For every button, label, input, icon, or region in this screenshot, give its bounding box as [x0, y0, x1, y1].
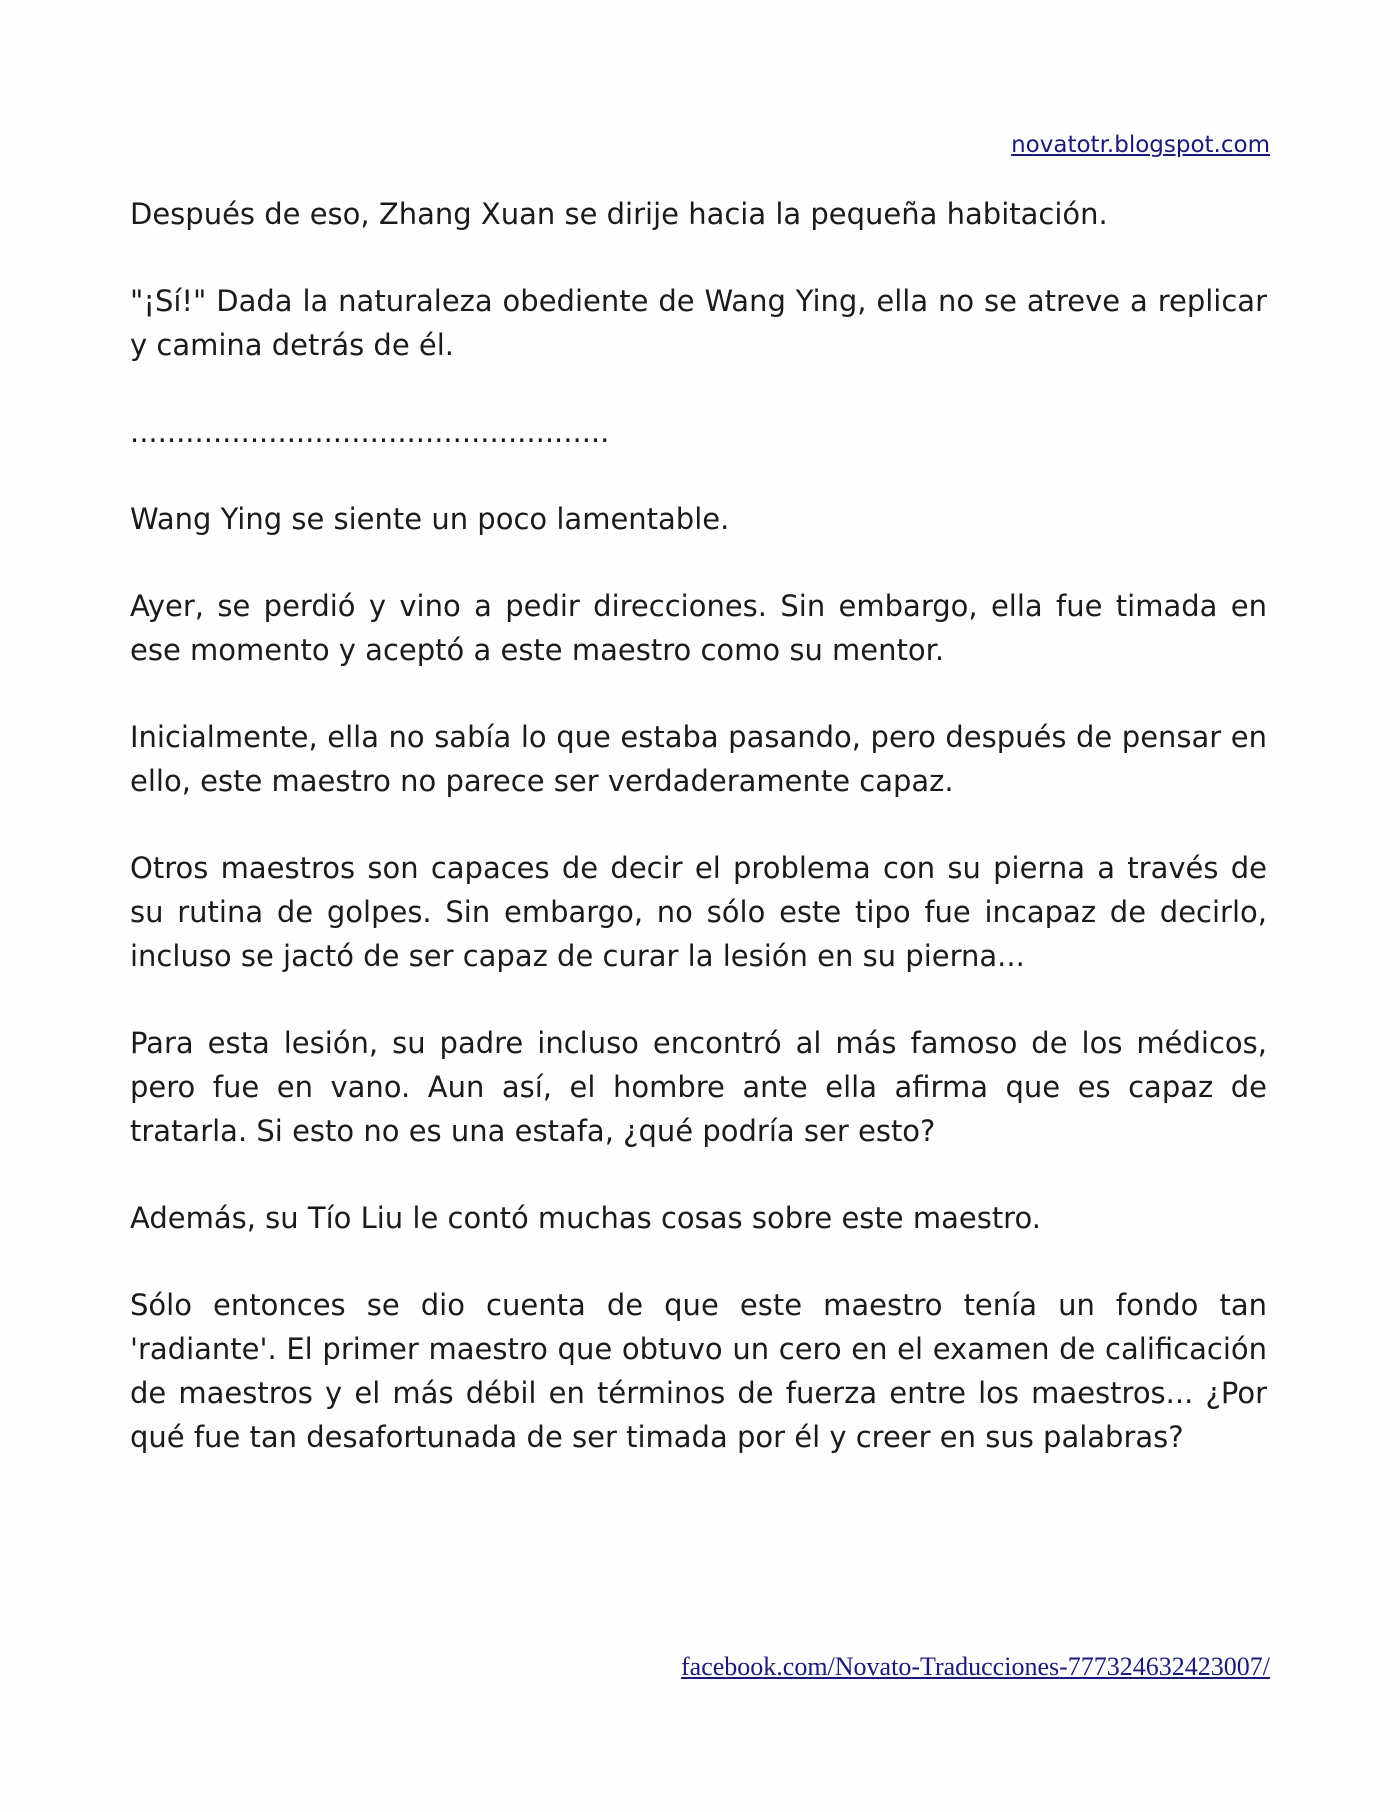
scene-separator: .................................................... [130, 415, 610, 449]
chapter-text [130, 192, 1267, 1502]
paragraph: Sólo entonces se dio cuenta de que este maestro tenía un fondo tan 'radiante'. El primer maestro que obtuvo un cero en el examen de calificación de maestros y el más débil en términos de fuerza entre los maestros... ¿Por qué fue tan desafortunada de ser timada por él y creer en sus palabras? [130, 1288, 1267, 1454]
paragraph: Después de eso, Zhang Xuan se dirije hacia la pequeña habitación. [130, 197, 1108, 231]
paragraph: "¡Sí!" Dada la naturaleza obediente de Wang Ying, ella no se atreve a replicar y camina detrás de él. [130, 284, 1267, 362]
paragraph: Ayer, se perdió y vino a pedir direcciones. Sin embargo, ella fue timada en ese momento y aceptó a este maestro como su mentor. [130, 589, 1267, 667]
paragraph: Wang Ying se siente un poco lamentable. [130, 502, 730, 536]
facebook-link[interactable]: facebook.com/Novato-Traducciones-777324632423007/ [681, 1652, 1270, 1681]
paragraph: Otros maestros son capaces de decir el problema con su pierna a través de su rutina de golpes. Sin embargo, no sólo este tipo fue incapaz de decirlo, incluso se jactó de ser capaz de curar la lesión en su pierna... [130, 851, 1267, 973]
paragraph: Para esta lesión, su padre incluso encontró al más famoso de los médicos, pero fue en vano. Aun así, el hombre ante ella afirma que es capaz de tratarla. Si esto no es una estafa, ¿qué podría ser esto? [130, 1026, 1267, 1148]
blog-link[interactable]: novatotr.blogspot.com [1011, 132, 1270, 158]
paragraph: Inicialmente, ella no sabía lo que estaba pasando, pero después de pensar en ello, este maestro no parece ser verdaderamente capaz. [130, 720, 1267, 798]
paragraph: Además, su Tío Liu le contó muchas cosas sobre este maestro. [130, 1201, 1041, 1235]
